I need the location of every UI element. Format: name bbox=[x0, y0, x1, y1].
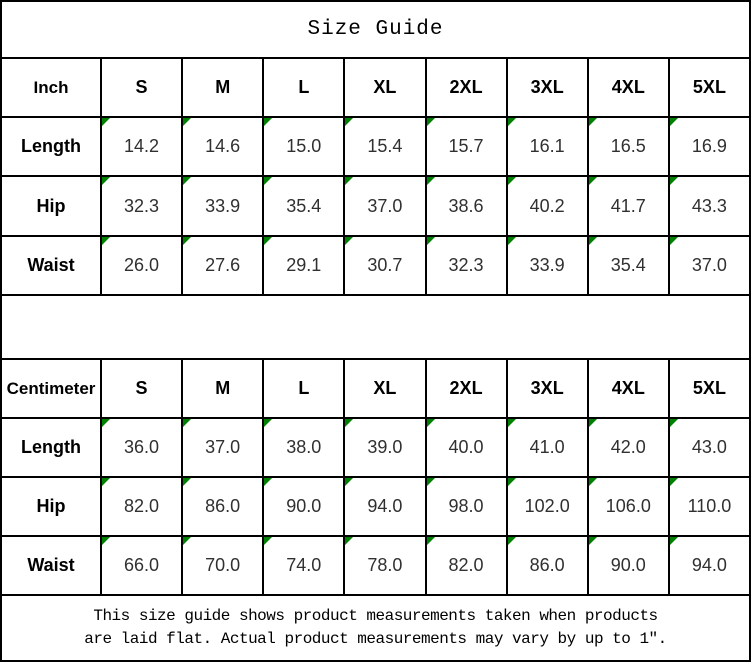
cell-value: 90.0 bbox=[610, 555, 646, 575]
cell-value: 106.0 bbox=[605, 496, 651, 516]
cell-value: 32.3 bbox=[124, 195, 160, 216]
cell-flag-icon bbox=[183, 478, 191, 486]
cell-flag-icon bbox=[345, 237, 353, 245]
size-cell bbox=[182, 176, 263, 236]
cell-value: 26.0 bbox=[124, 255, 160, 275]
size-cell bbox=[263, 236, 344, 295]
cell-flag-icon bbox=[264, 177, 272, 185]
cell-flag-icon bbox=[102, 478, 110, 486]
size-cell bbox=[263, 477, 344, 536]
cell-value: 15.0 bbox=[286, 136, 322, 156]
cell-value: 16.5 bbox=[610, 136, 646, 156]
cell-flag-icon bbox=[670, 177, 678, 185]
cell-value: 14.6 bbox=[205, 136, 241, 156]
cell-value: 30.7 bbox=[367, 255, 403, 275]
cell-value: 86.0 bbox=[529, 555, 565, 575]
size-cell bbox=[263, 536, 344, 595]
footer-note-line1: This size guide shows product measurements taken when products bbox=[93, 606, 658, 625]
size-cell bbox=[588, 418, 669, 477]
cell-flag-icon bbox=[102, 237, 110, 245]
cell-flag-icon bbox=[264, 478, 272, 486]
spacer-row bbox=[1, 295, 750, 359]
size-cell bbox=[507, 477, 588, 536]
size-cell bbox=[426, 536, 507, 595]
size-header-4xl: 4XL bbox=[588, 58, 669, 117]
size-header-l: L bbox=[263, 359, 344, 418]
cell-flag-icon bbox=[589, 478, 597, 486]
cell-value: 41.7 bbox=[610, 195, 646, 216]
size-header-5xl: 5XL bbox=[669, 359, 750, 418]
size-cell bbox=[263, 418, 344, 477]
size-cell bbox=[669, 418, 750, 477]
cell-value: 32.3 bbox=[448, 255, 484, 275]
cell-flag-icon bbox=[102, 177, 110, 185]
size-cell bbox=[669, 236, 750, 295]
size-header-s: S bbox=[101, 359, 182, 418]
cell-flag-icon bbox=[427, 537, 435, 545]
size-cell bbox=[101, 176, 182, 236]
cell-value: 16.1 bbox=[529, 136, 565, 156]
footer-note-line2: are laid flat. Actual product measurements may vary by up to 1″. bbox=[84, 630, 667, 648]
size-cell bbox=[182, 418, 263, 477]
cell-value: 94.0 bbox=[691, 555, 727, 575]
cell-flag-icon bbox=[427, 478, 435, 486]
cell-value: 42.0 bbox=[610, 437, 646, 457]
cell-value: 82.0 bbox=[448, 555, 484, 575]
row-label-hip: Hip bbox=[1, 176, 101, 236]
size-header-3xl: 3XL bbox=[507, 58, 588, 117]
cell-value: 35.4 bbox=[286, 195, 322, 216]
size-cell bbox=[101, 477, 182, 536]
size-header-5xl: 5XL bbox=[669, 58, 750, 117]
cell-value: 43.3 bbox=[691, 195, 727, 216]
cell-flag-icon bbox=[670, 537, 678, 545]
cell-value: 102.0 bbox=[524, 496, 570, 516]
cell-value: 98.0 bbox=[448, 496, 484, 516]
cell-flag-icon bbox=[183, 118, 191, 126]
cell-flag-icon bbox=[427, 237, 435, 245]
size-cell bbox=[426, 477, 507, 536]
cell-flag-icon bbox=[345, 537, 353, 545]
cell-flag-icon bbox=[345, 118, 353, 126]
page-title: Size Guide bbox=[1, 1, 750, 58]
cell-flag-icon bbox=[508, 177, 516, 185]
cell-flag-icon bbox=[345, 177, 353, 185]
cell-value: 74.0 bbox=[286, 555, 322, 575]
cell-flag-icon bbox=[264, 419, 272, 427]
cell-flag-icon bbox=[589, 177, 597, 185]
cell-value: 38.0 bbox=[286, 437, 322, 457]
cell-flag-icon bbox=[345, 478, 353, 486]
size-cell bbox=[588, 176, 669, 236]
size-cell bbox=[588, 477, 669, 536]
size-cell bbox=[669, 176, 750, 236]
cell-value: 40.2 bbox=[529, 195, 565, 216]
cell-value: 36.0 bbox=[124, 437, 160, 457]
size-cell bbox=[507, 176, 588, 236]
cell-flag-icon bbox=[427, 177, 435, 185]
size-cell bbox=[669, 117, 750, 176]
cell-flag-icon bbox=[264, 237, 272, 245]
cell-flag-icon bbox=[183, 177, 191, 185]
size-cell bbox=[263, 117, 344, 176]
size-cell bbox=[182, 536, 263, 595]
cell-value: 37.0 bbox=[691, 255, 727, 275]
cell-flag-icon bbox=[183, 537, 191, 545]
size-cell bbox=[344, 236, 425, 295]
cell-flag-icon bbox=[427, 419, 435, 427]
cell-value: 66.0 bbox=[124, 555, 160, 575]
cell-flag-icon bbox=[589, 537, 597, 545]
cell-flag-icon bbox=[183, 237, 191, 245]
cell-flag-icon bbox=[264, 118, 272, 126]
size-header-4xl: 4XL bbox=[588, 359, 669, 418]
cell-flag-icon bbox=[589, 237, 597, 245]
cell-value: 86.0 bbox=[205, 496, 241, 516]
size-cell bbox=[507, 117, 588, 176]
cell-flag-icon bbox=[264, 537, 272, 545]
cell-flag-icon bbox=[670, 118, 678, 126]
cell-flag-icon bbox=[102, 118, 110, 126]
size-cell bbox=[101, 236, 182, 295]
cell-flag-icon bbox=[102, 537, 110, 545]
size-cell bbox=[588, 536, 669, 595]
cell-flag-icon bbox=[508, 237, 516, 245]
size-cell bbox=[588, 117, 669, 176]
cell-value: 43.0 bbox=[691, 437, 727, 457]
size-cell bbox=[507, 418, 588, 477]
cell-value: 90.0 bbox=[286, 496, 322, 516]
cell-value: 15.4 bbox=[367, 136, 403, 156]
cell-value: 70.0 bbox=[205, 555, 241, 575]
unit-header-inch: Inch bbox=[1, 58, 101, 117]
size-cell bbox=[426, 176, 507, 236]
cell-flag-icon bbox=[508, 537, 516, 545]
cell-flag-icon bbox=[589, 419, 597, 427]
cell-flag-icon bbox=[508, 118, 516, 126]
size-cell bbox=[507, 236, 588, 295]
size-header-3xl: 3XL bbox=[507, 359, 588, 418]
size-header-2xl: 2XL bbox=[426, 359, 507, 418]
size-cell bbox=[101, 536, 182, 595]
cell-flag-icon bbox=[102, 419, 110, 427]
size-cell bbox=[344, 536, 425, 595]
cell-value: 33.9 bbox=[205, 195, 241, 216]
size-cell bbox=[182, 236, 263, 295]
unit-header-centimeter: Centimeter bbox=[1, 359, 101, 418]
cell-value: 110.0 bbox=[687, 496, 732, 516]
row-label-waist: Waist bbox=[1, 236, 101, 295]
size-cell bbox=[426, 117, 507, 176]
cell-flag-icon bbox=[589, 118, 597, 126]
cell-value: 27.6 bbox=[205, 255, 241, 275]
cell-value: 37.0 bbox=[205, 437, 241, 457]
size-header-m: M bbox=[182, 58, 263, 117]
cell-flag-icon bbox=[670, 419, 678, 427]
cell-value: 35.4 bbox=[610, 255, 646, 275]
row-label-length: Length bbox=[1, 418, 101, 477]
size-cell bbox=[426, 236, 507, 295]
size-cell bbox=[344, 117, 425, 176]
cell-flag-icon bbox=[670, 478, 678, 486]
size-cell bbox=[669, 536, 750, 595]
size-header-s: S bbox=[101, 58, 182, 117]
cell-flag-icon bbox=[508, 478, 516, 486]
cell-flag-icon bbox=[345, 419, 353, 427]
size-cell bbox=[344, 418, 425, 477]
cell-value: 16.9 bbox=[691, 136, 727, 156]
cell-value: 33.9 bbox=[529, 255, 565, 275]
size-header-2xl: 2XL bbox=[426, 58, 507, 117]
cell-flag-icon bbox=[183, 419, 191, 427]
cell-flag-icon bbox=[427, 118, 435, 126]
cell-value: 94.0 bbox=[367, 496, 403, 516]
cell-flag-icon bbox=[508, 419, 516, 427]
size-cell bbox=[182, 117, 263, 176]
size-cell bbox=[588, 236, 669, 295]
size-cell bbox=[101, 418, 182, 477]
cell-value: 39.0 bbox=[367, 437, 403, 457]
size-cell bbox=[507, 536, 588, 595]
cell-value: 14.2 bbox=[124, 136, 160, 156]
size-header-l: L bbox=[263, 58, 344, 117]
cell-value: 78.0 bbox=[367, 555, 403, 575]
size-header-xl: XL bbox=[344, 58, 425, 117]
row-label-waist: Waist bbox=[1, 536, 101, 595]
size-cell bbox=[344, 176, 425, 236]
size-cell bbox=[669, 477, 750, 536]
cell-value: 37.0 bbox=[367, 195, 403, 216]
footer-note bbox=[1, 595, 750, 661]
cell-value: 40.0 bbox=[448, 437, 484, 457]
row-label-hip: Hip bbox=[1, 477, 101, 536]
size-header-xl: XL bbox=[344, 359, 425, 418]
cell-flag-icon bbox=[670, 237, 678, 245]
cell-value: 41.0 bbox=[529, 437, 565, 457]
size-cell bbox=[426, 418, 507, 477]
row-label-length: Length bbox=[1, 117, 101, 176]
size-header-m: M bbox=[182, 359, 263, 418]
cell-value: 38.6 bbox=[448, 195, 484, 216]
cell-value: 82.0 bbox=[124, 496, 160, 516]
size-cell bbox=[182, 477, 263, 536]
size-cell bbox=[101, 117, 182, 176]
size-cell bbox=[263, 176, 344, 236]
cell-value: 15.7 bbox=[448, 136, 484, 156]
size-cell bbox=[344, 477, 425, 536]
cell-value: 29.1 bbox=[286, 255, 322, 275]
